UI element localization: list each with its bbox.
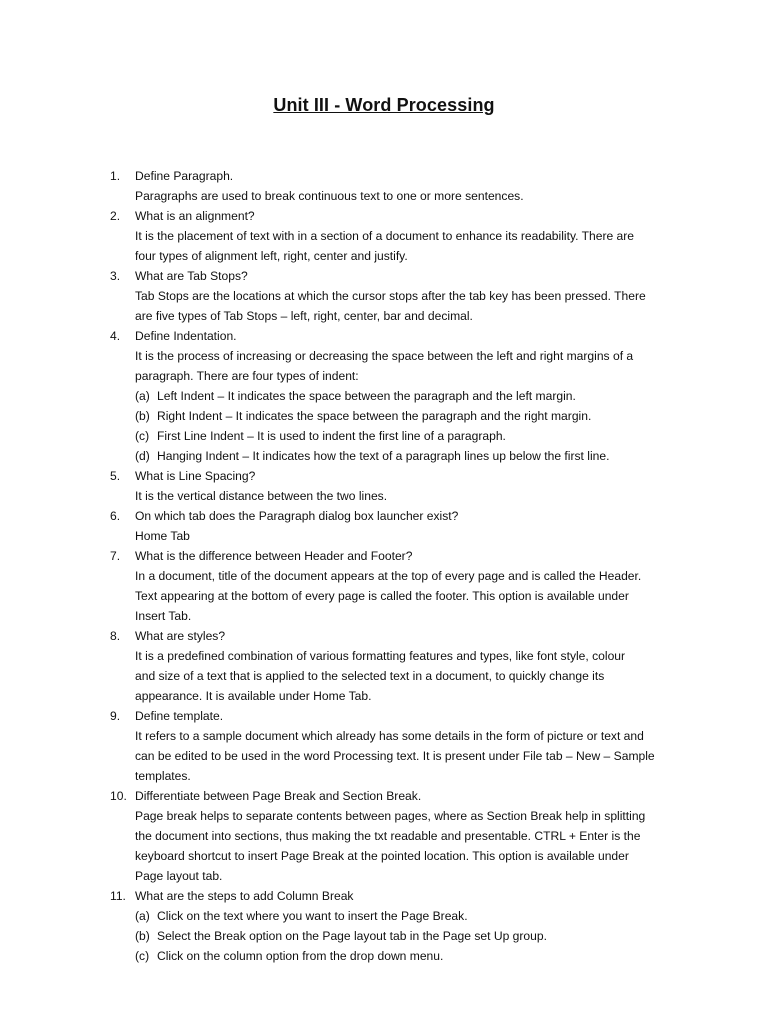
- answer-text: and size of a text that is applied to the selected text in a document, to quickly change its: [135, 669, 605, 683]
- question-text: What is the difference between Header and Footer?: [135, 549, 413, 563]
- question-item: [110, 506, 690, 546]
- answer-text: Paragraphs are used to break continuous text to one or more sentences.: [135, 189, 524, 203]
- answer-text: Tab Stops are the locations at which the cursor stops after the tab key has been pressed. There: [135, 289, 646, 303]
- question-number: 4.: [110, 329, 121, 343]
- sub-point-letter: (a): [135, 909, 150, 923]
- answer-text: It is the process of increasing or decreasing the space between the left and right margins of a: [135, 349, 634, 363]
- sub-point: [135, 906, 690, 926]
- answer-text: templates.: [135, 769, 191, 783]
- sub-point-text: Click on the text where you want to insert the Page Break.: [157, 909, 468, 923]
- question-item: [110, 786, 690, 886]
- answer-text: Home Tab: [135, 529, 190, 543]
- sub-point-text: Click on the column option from the drop down menu.: [157, 949, 444, 963]
- question-item: [110, 206, 690, 266]
- question-text: Define Indentation.: [135, 329, 237, 343]
- sub-point: [135, 386, 690, 406]
- question-number: 11.: [110, 889, 126, 903]
- question-item: [110, 546, 690, 626]
- question-number: 7.: [110, 549, 121, 563]
- sub-point-letter: (c): [135, 949, 150, 963]
- sub-point-letter: (a): [135, 389, 150, 403]
- answer-text: It is the vertical distance between the two lines.: [135, 489, 388, 503]
- answer-text: the document into sections, thus making the txt readable and presentable. CTRL + Enter is the: [135, 829, 641, 843]
- answer-text: appearance. It is available under Home Tab.: [135, 689, 372, 703]
- sub-point: [135, 426, 690, 446]
- question-text: Define Paragraph.: [135, 169, 234, 183]
- question-number: 9.: [110, 709, 121, 723]
- answer-text: Insert Tab.: [135, 609, 192, 623]
- answer-text: It is a predefined combination of various formatting features and types, like font style, colour: [135, 649, 626, 663]
- question-text: What is an alignment?: [135, 209, 255, 223]
- question-text: What are Tab Stops?: [135, 269, 248, 283]
- question-item: [110, 326, 690, 466]
- question-item: [110, 166, 690, 206]
- question-item: [110, 626, 690, 706]
- sub-point-text: First Line Indent – It is used to indent the first line of a paragraph.: [157, 429, 506, 443]
- page-title: Unit III - Word Processing: [273, 95, 495, 115]
- answer-text: keyboard shortcut to insert Page Break at the pointed location. This option is available under: [135, 849, 629, 863]
- answer-text: are five types of Tab Stops – left, right, center, bar and decimal.: [135, 309, 473, 323]
- answer-text: four types of alignment left, right, center and justify.: [135, 249, 408, 263]
- question-item: [110, 886, 690, 966]
- question-text: What are styles?: [135, 629, 226, 643]
- sub-point-letter: (d): [135, 449, 150, 463]
- question-text: On which tab does the Paragraph dialog box launcher exist?: [135, 509, 459, 523]
- question-item: [110, 466, 690, 506]
- question-text: What is Line Spacing?: [135, 469, 256, 483]
- question-text: Differentiate between Page Break and Section Break.: [135, 789, 422, 803]
- sub-point-text: Right Indent – It indicates the space between the paragraph and the right margin.: [157, 409, 592, 423]
- question-number: 8.: [110, 629, 121, 643]
- question-number: 3.: [110, 269, 121, 283]
- answer-text: It refers to a sample document which already has some details in the form of picture or text and: [135, 729, 644, 743]
- answer-text: paragraph. There are four types of indent:: [135, 369, 359, 383]
- answer-text: Text appearing at the bottom of every page is called the footer. This option is available under: [135, 589, 629, 603]
- sub-point-letter: (c): [135, 429, 150, 443]
- question-list: [110, 166, 690, 966]
- answer-text: In a document, title of the document appears at the top of every page and is called the Header.: [135, 569, 642, 583]
- question-number: 5.: [110, 469, 121, 483]
- sub-point-letter: (b): [135, 409, 150, 423]
- question-number: 2.: [110, 209, 121, 223]
- sub-point: [135, 446, 690, 466]
- sub-point: [135, 406, 690, 426]
- question-item: [110, 266, 690, 326]
- sub-point: [135, 946, 690, 966]
- sub-point-text: Hanging Indent – It indicates how the text of a paragraph lines up below the first line.: [157, 449, 610, 463]
- question-text: Define template.: [135, 709, 224, 723]
- answer-text: Page layout tab.: [135, 869, 223, 883]
- answer-text: can be edited to be used in the word Processing text. It is present under File tab – New – Sample: [135, 749, 655, 763]
- question-number: 1.: [110, 169, 121, 183]
- question-item: [110, 706, 690, 786]
- sub-point-text: Left Indent – It indicates the space between the paragraph and the left margin.: [157, 389, 576, 403]
- question-number: 10.: [110, 789, 127, 803]
- question-text: What are the steps to add Column Break: [135, 889, 354, 903]
- sub-point: [135, 926, 690, 946]
- sub-point-letter: (b): [135, 929, 150, 943]
- question-number: 6.: [110, 509, 121, 523]
- answer-text: Page break helps to separate contents between pages, where as Section Break help in splitting: [135, 809, 646, 823]
- answer-text: It is the placement of text with in a section of a document to enhance its readability. There are: [135, 229, 635, 243]
- sub-point-text: Select the Break option on the Page layout tab in the Page set Up group.: [157, 929, 547, 943]
